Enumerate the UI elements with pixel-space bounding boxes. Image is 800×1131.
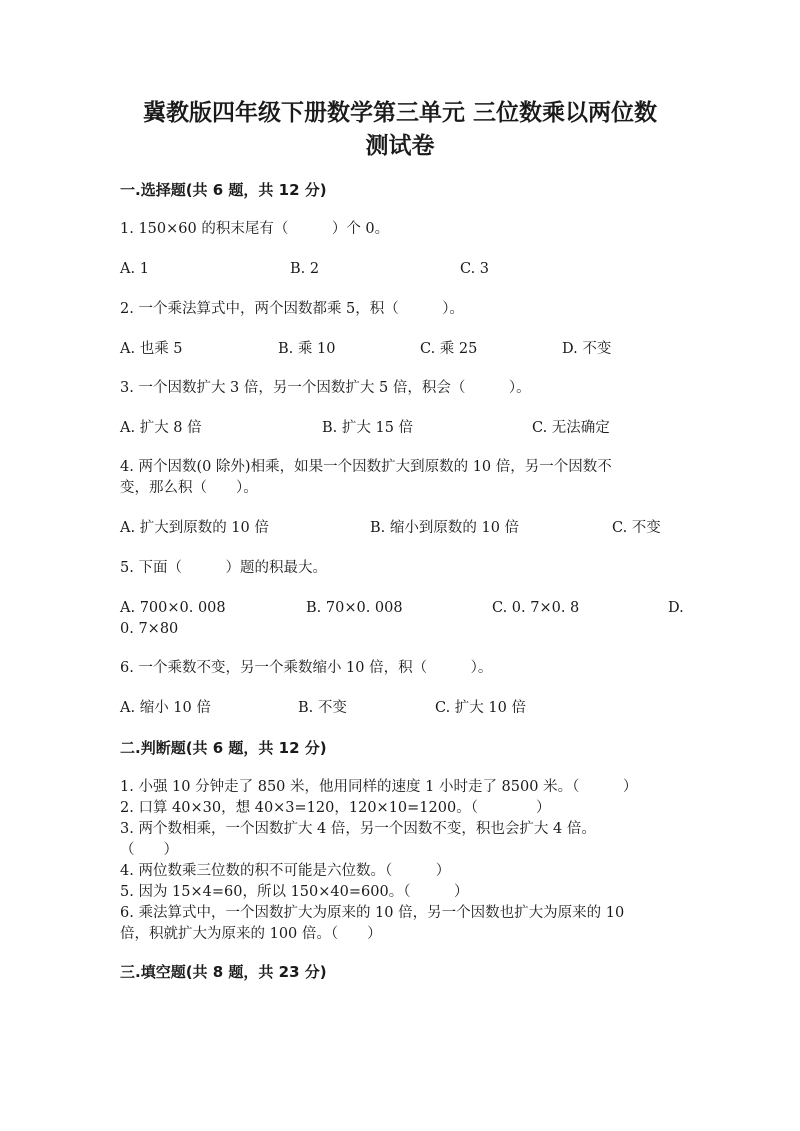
question-5-option-a: A. 700×0. 008 bbox=[120, 600, 226, 616]
question-6-option-b: B. 不变 bbox=[298, 700, 347, 716]
judgment-item: 4. 两位数乘三位数的积不可能是六位数。（ ） bbox=[120, 863, 451, 879]
question-2-option-a: A. 也乘 5 bbox=[120, 341, 183, 357]
question-5-option-d-label: D. bbox=[668, 600, 684, 616]
question-3: 3. 一个因数扩大 3 倍，另一个因数扩大 5 倍，积会（ ）。 bbox=[120, 380, 531, 396]
question-6-option-a: A. 缩小 10 倍 bbox=[120, 700, 211, 716]
question-3-option-a: A. 扩大 8 倍 bbox=[120, 420, 202, 436]
question-6: 6. 一个乘数不变，另一个乘数缩小 10 倍，积（ ）。 bbox=[120, 660, 493, 676]
question-2-option-b: B. 乘 10 bbox=[278, 341, 336, 357]
question-4-continued: 变，那么积（ ）。 bbox=[120, 480, 258, 496]
question-1: 1. 150×60 的积末尾有（ ）个 0。 bbox=[120, 221, 390, 237]
question-1-option-c: C. 3 bbox=[460, 261, 490, 277]
section-heading-judgment: 二.判断题(共 6 题，共 12 分) bbox=[120, 739, 327, 757]
question-4-option-c: C. 不变 bbox=[612, 520, 661, 536]
judgment-item: 2. 口算 40×30，想 40×3=120，120×10=1200。（ ） bbox=[120, 800, 551, 816]
judgment-item: 6. 乘法算式中，一个因数扩大为原来的 10 倍，另一个因数也扩大为原来的 10 bbox=[120, 905, 625, 921]
judgment-item: 1. 小强 10 分钟走了 850 米，他用同样的速度 1 小时走了 8500 米。（ ） bbox=[120, 779, 638, 795]
question-6-option-c: C. 扩大 10 倍 bbox=[435, 700, 526, 716]
question-2-option-c: C. 乘 25 bbox=[420, 341, 478, 357]
section-heading-choice: 一.选择题(共 6 题，共 12 分) bbox=[120, 181, 327, 199]
question-4-option-a: A. 扩大到原数的 10 倍 bbox=[120, 520, 269, 536]
question-4-option-b: B. 缩小到原数的 10 倍 bbox=[370, 520, 520, 536]
question-5-option-b: B. 70×0. 008 bbox=[306, 600, 403, 616]
page-title: 冀教版四年级下册数学第三单元 三位数乘以两位数 bbox=[142, 100, 657, 126]
judgment-item: 5. 因为 15×4=60，所以 150×40=600。（ ） bbox=[120, 884, 469, 900]
question-4: 4. 两个因数(0 除外)相乘，如果一个因数扩大到原数的 10 倍，另一个因数不 bbox=[120, 459, 612, 475]
question-1-option-a: A. 1 bbox=[120, 261, 149, 277]
question-1-option-b: B. 2 bbox=[290, 261, 320, 277]
question-2-option-d: D. 不变 bbox=[562, 341, 612, 357]
question-5: 5. 下面（ ）题的积最大。 bbox=[120, 560, 327, 576]
judgment-item: 3. 两个数相乘，一个因数扩大 4 倍，另一个因数不变，积也会扩大 4 倍。 bbox=[120, 821, 596, 837]
judgment-item-continued: 倍，积就扩大为原来的 100 倍。（ ） bbox=[120, 926, 382, 942]
question-5-option-d-value: 0. 7×80 bbox=[120, 621, 179, 637]
judgment-item-continued: （ ） bbox=[120, 842, 178, 858]
section-heading-fill-blank: 三.填空题(共 8 题，共 23 分) bbox=[120, 963, 327, 981]
page-title-continued: 测试卷 bbox=[365, 133, 435, 159]
question-3-option-c: C. 无法确定 bbox=[532, 420, 610, 436]
question-3-option-b: B. 扩大 15 倍 bbox=[322, 420, 414, 436]
question-2: 2. 一个乘法算式中，两个因数都乘 5，积（ ）。 bbox=[120, 301, 465, 317]
question-5-option-c: C. 0. 7×0. 8 bbox=[492, 600, 580, 616]
